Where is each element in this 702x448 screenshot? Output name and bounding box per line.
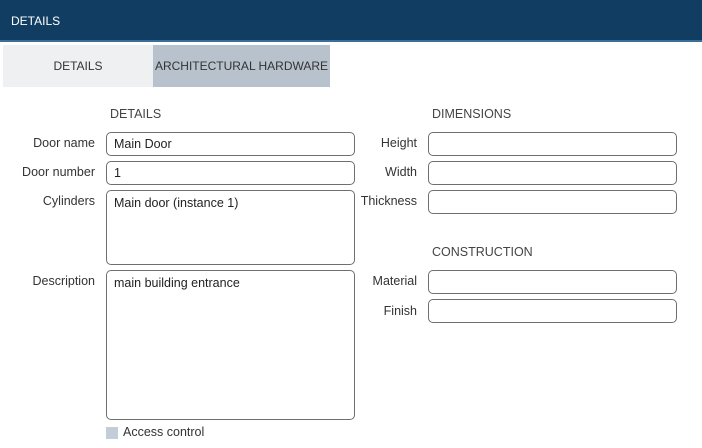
tab-architectural-hardware[interactable]: ARCHITECTURAL HARDWARE (153, 45, 330, 87)
door-name-label: Door name (33, 136, 95, 150)
tab-bar (0, 44, 702, 87)
construction-section-title: CONSTRUCTION (432, 245, 533, 259)
door-name-input[interactable] (106, 132, 355, 156)
tab-details[interactable]: DETAILS (3, 45, 153, 87)
cylinders-label: Cylinders (42, 194, 95, 208)
width-input[interactable] (428, 161, 677, 185)
height-input[interactable] (428, 132, 677, 156)
title-bar (0, 0, 702, 42)
window-title: DETAILS (11, 14, 61, 28)
width-label: Width (385, 165, 417, 179)
door-number-input[interactable] (106, 161, 355, 185)
cylinders-textarea[interactable] (106, 190, 355, 265)
material-input[interactable] (428, 270, 677, 294)
dimensions-section-title: DIMENSIONS (432, 107, 512, 121)
description-label: Description (32, 274, 95, 288)
access-control-label: Access control (123, 425, 205, 439)
thickness-input[interactable] (428, 190, 677, 214)
door-number-label: Door number (22, 165, 95, 179)
height-label: Height (380, 136, 417, 150)
material-label: Material (372, 274, 417, 288)
description-textarea[interactable] (106, 270, 355, 420)
access-control-checkbox[interactable] (106, 427, 118, 439)
details-section-title: DETAILS (110, 107, 162, 121)
finish-input[interactable] (428, 299, 677, 323)
finish-label: Finish (383, 304, 417, 318)
thickness-label: Thickness (360, 194, 417, 208)
